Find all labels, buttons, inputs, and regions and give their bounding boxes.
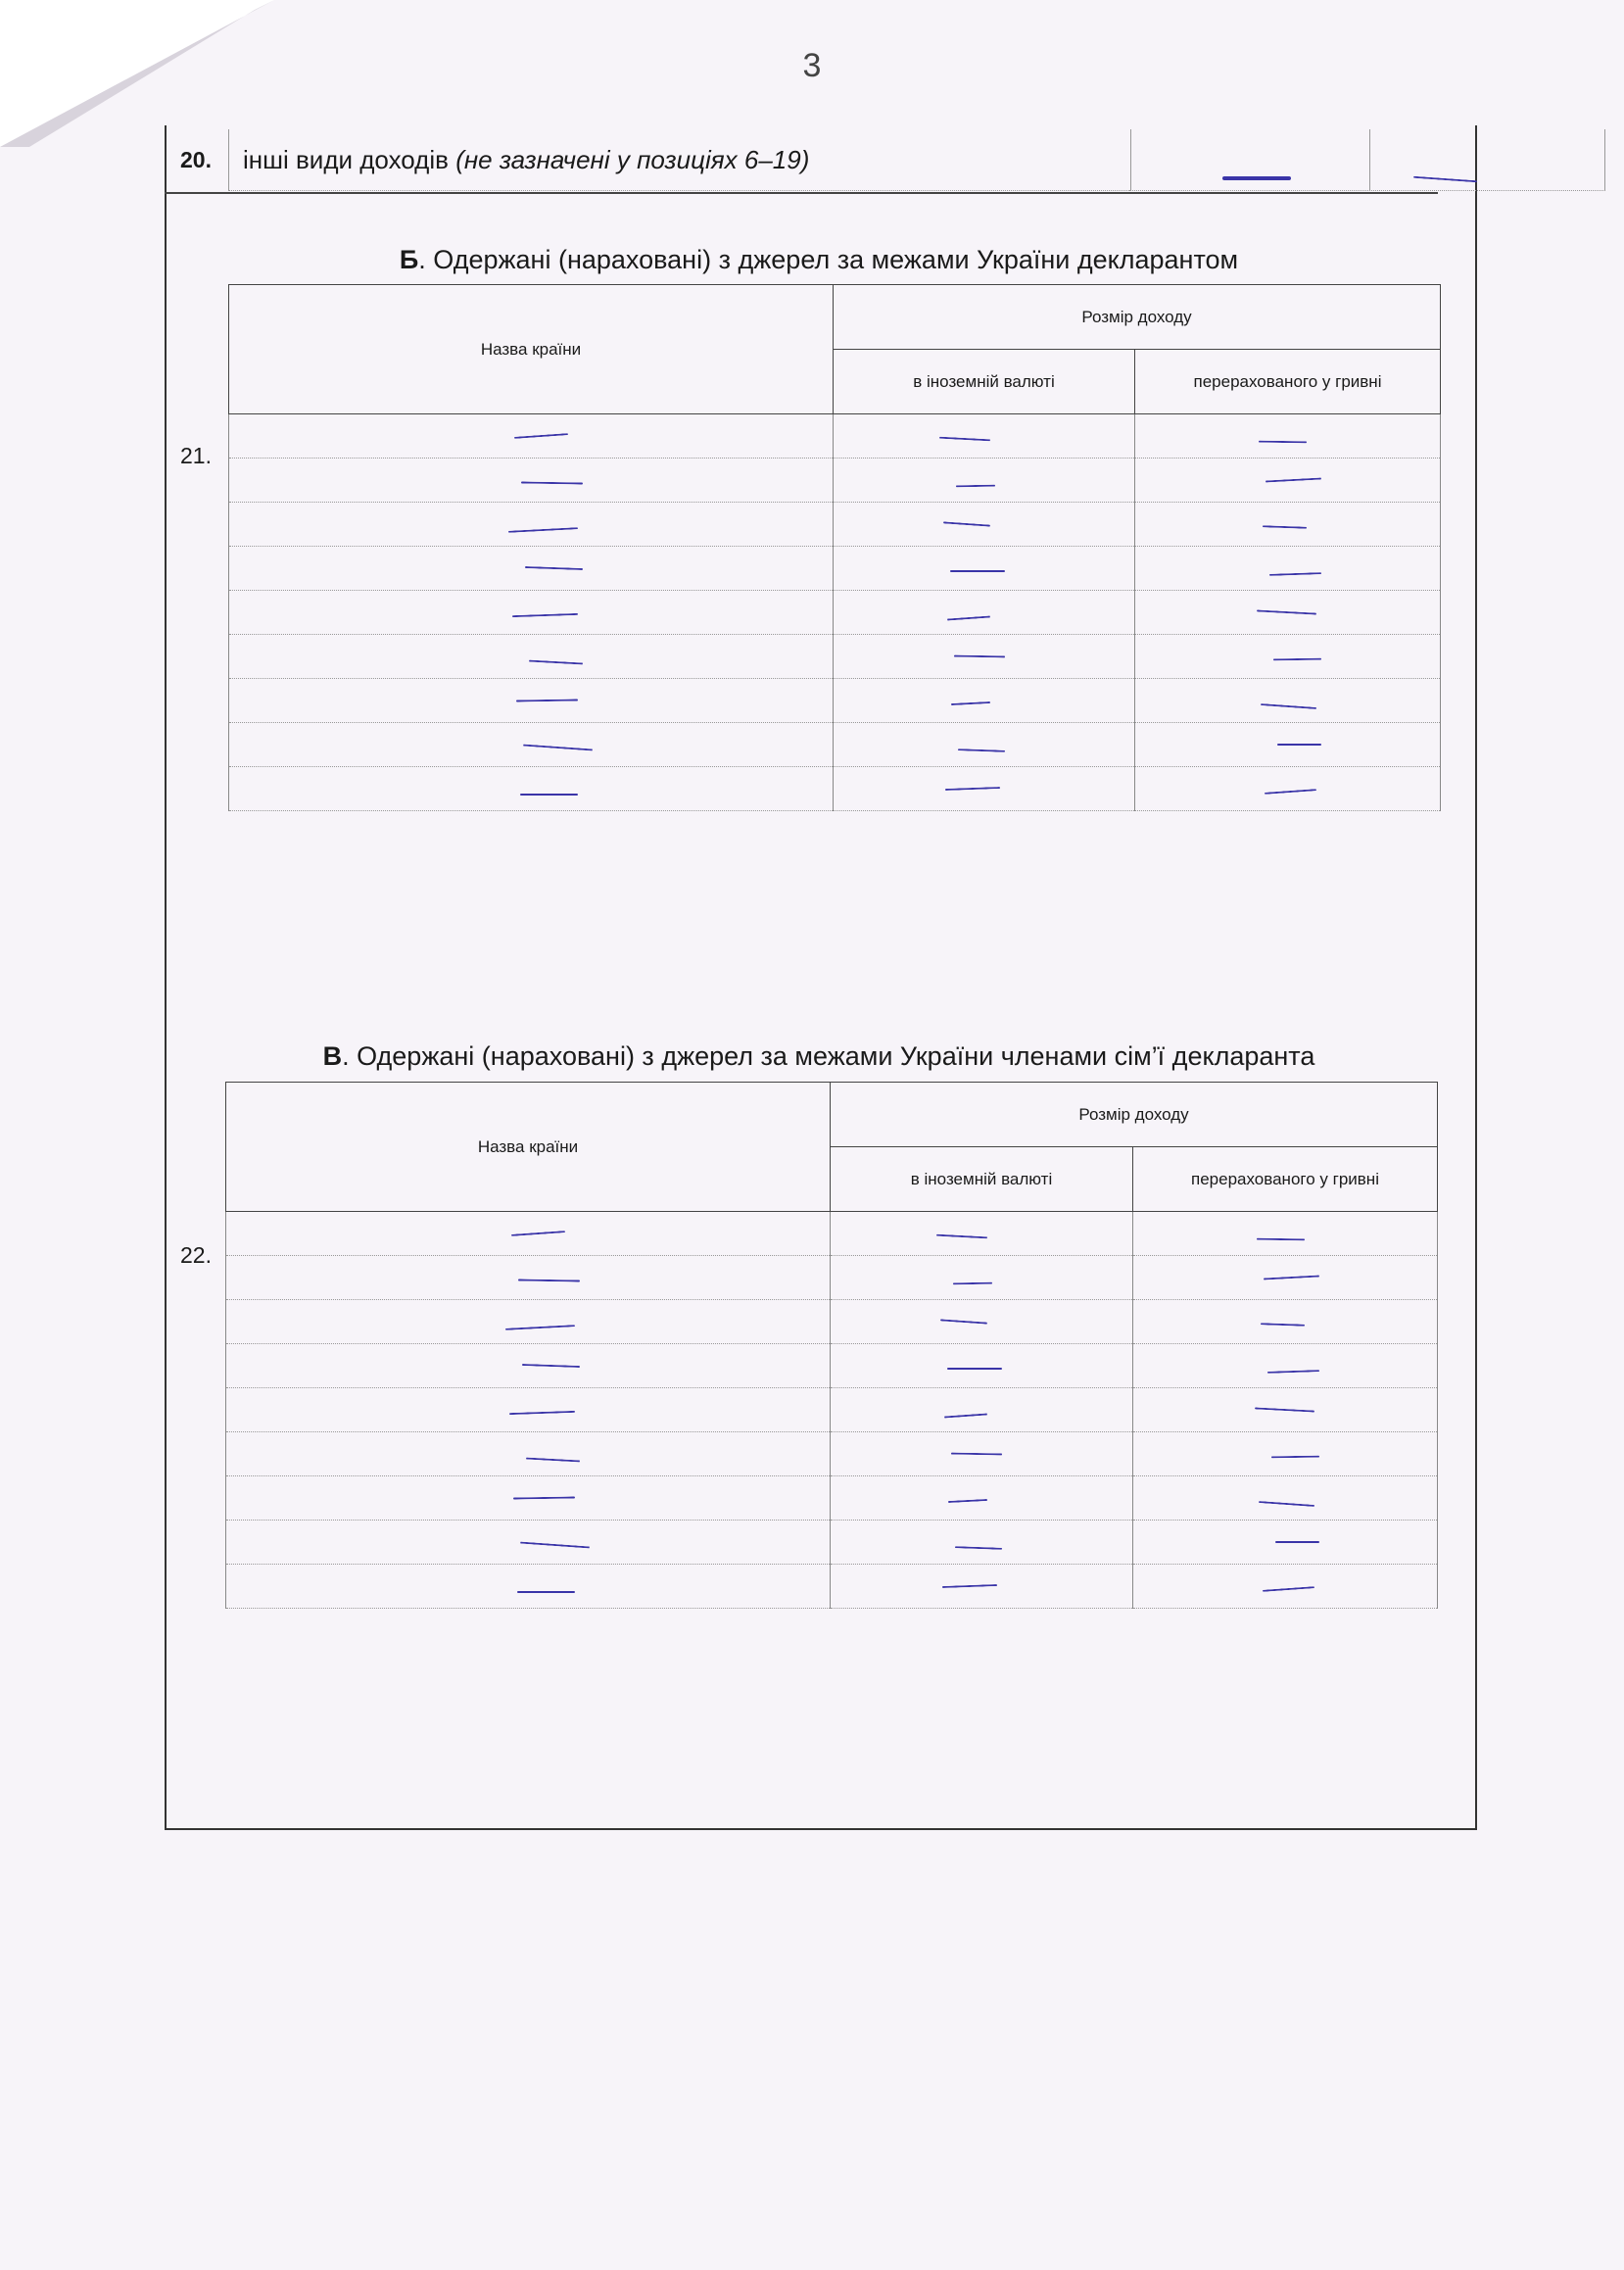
cell-uah[interactable] [1133,1212,1438,1256]
row-20-value-cell-1[interactable] [1129,129,1370,191]
row-20-label-text: інші види доходів [243,145,449,174]
handwritten-dash [940,1319,987,1324]
handwritten-dash [520,1541,590,1548]
row-20-label [243,145,809,175]
table-row [229,723,1441,767]
handwritten-dash [517,1279,579,1281]
cell-country[interactable] [226,1476,831,1521]
handwritten-dash [944,787,999,791]
cell-uah[interactable] [1135,679,1441,723]
cell-uah[interactable] [1135,591,1441,635]
cell-uah[interactable] [1135,503,1441,547]
handwritten-dash [1260,1323,1304,1327]
handwritten-dash [1258,1501,1314,1507]
cell-country[interactable] [226,1300,831,1344]
cell-country[interactable] [229,414,834,459]
handwritten-dash [513,433,567,439]
cell-foreign-currency[interactable] [834,503,1135,547]
handwritten-dash [1263,1275,1318,1280]
handwritten-dash [515,699,577,701]
handwritten-dash [950,570,1005,572]
section-v-title [165,1041,1473,1072]
cell-uah[interactable] [1133,1388,1438,1432]
handwritten-dash [1266,1370,1318,1374]
cell-foreign-currency[interactable] [834,414,1135,459]
handwritten-dash [936,1233,987,1238]
cell-foreign-currency[interactable] [831,1212,1133,1256]
section-b-title [165,245,1473,275]
cell-country[interactable] [229,591,834,635]
handwritten-dash [1259,440,1307,443]
table-row [226,1256,1438,1300]
cell-country[interactable] [229,723,834,767]
cell-country[interactable] [229,679,834,723]
handwritten-dash [957,749,1004,752]
table-row [229,503,1441,547]
cell-foreign-currency[interactable] [831,1388,1133,1432]
handwritten-dash [520,794,578,796]
handwritten-dash [1273,657,1321,660]
cell-uah[interactable] [1133,1476,1438,1521]
handwritten-dash [1254,1407,1314,1412]
handwritten-dash [938,436,989,441]
cell-foreign-currency[interactable] [831,1256,1133,1300]
cell-foreign-currency[interactable] [831,1344,1133,1388]
handwritten-dash [1269,572,1321,576]
handwritten-dash [1261,703,1316,709]
header-income: Розмір доходу [831,1083,1438,1147]
cell-country[interactable] [226,1565,831,1609]
cell-foreign-currency[interactable] [831,1432,1133,1476]
table-row [229,767,1441,811]
section-v-letter: В [322,1041,343,1071]
cell-uah[interactable] [1135,635,1441,679]
cell-country[interactable] [229,547,834,591]
cell-uah[interactable] [1133,1300,1438,1344]
handwritten-dash [1266,477,1321,482]
cell-foreign-currency[interactable] [834,547,1135,591]
handwritten-dash [953,1281,992,1284]
row-20-number: 20. [180,147,212,172]
header-uah: перерахованого у гривні [1133,1147,1438,1212]
cell-foreign-currency[interactable] [834,459,1135,503]
header-income: Розмір доходу [834,285,1441,350]
cell-country[interactable] [229,503,834,547]
header-country: Назва країни [226,1083,831,1212]
cell-uah[interactable] [1135,547,1441,591]
handwritten-dash [1275,1541,1319,1543]
handwritten-dash [508,1410,574,1414]
cell-foreign-currency[interactable] [831,1521,1133,1565]
cell-country[interactable] [226,1432,831,1476]
handwritten-dash [524,565,582,569]
cell-uah[interactable] [1133,1256,1438,1300]
row-20-label-cell [228,129,1131,191]
table-row [226,1565,1438,1609]
cell-foreign-currency[interactable] [831,1476,1133,1521]
cell-uah[interactable] [1135,459,1441,503]
cell-uah[interactable] [1133,1432,1438,1476]
cell-country[interactable] [226,1521,831,1565]
table-row [229,459,1441,503]
cell-foreign-currency[interactable] [834,767,1135,811]
handwritten-dash [507,527,577,533]
handwritten-dash [1262,1586,1314,1592]
section-b-letter: Б [399,245,419,274]
table-row [229,414,1441,459]
handwritten-dash [1263,525,1307,529]
header-foreign-currency: в іноземній валюті [831,1147,1133,1212]
handwritten-dash [1257,609,1316,614]
cell-foreign-currency[interactable] [834,591,1135,635]
table-row [229,679,1441,723]
cell-country[interactable] [226,1344,831,1388]
table-row [226,1212,1438,1256]
handwritten-dash [946,615,989,620]
table-row [226,1388,1438,1432]
handwritten-dash [521,1363,579,1367]
cell-foreign-currency[interactable] [834,635,1135,679]
cell-uah[interactable] [1135,414,1441,459]
cell-country[interactable] [226,1388,831,1432]
handwritten-dash [951,1452,1002,1455]
cell-uah[interactable] [1135,767,1441,811]
page-number: 3 [802,47,822,84]
handwritten-dash [517,1591,575,1593]
handwritten-dash [948,1498,987,1502]
cell-country[interactable] [229,635,834,679]
cell-foreign-currency[interactable] [834,723,1135,767]
handwritten-dash [504,1325,574,1330]
table-row [226,1521,1438,1565]
header-country: Назва країни [229,285,834,414]
row-22-number: 22. [180,1242,212,1268]
handwritten-dash [944,1413,987,1418]
handwritten-dash [955,484,994,487]
handwritten-dash [523,744,593,750]
row-21-number: 21. [180,443,212,468]
handwritten-dash [511,612,577,616]
handwritten-dash [942,1584,997,1588]
handwritten-dash [1222,176,1291,180]
section-v-title-text: . Одержані (нараховані) з джерел за межами України членами сім’ї декларанта [342,1041,1315,1071]
section-v-table [225,1082,1438,1609]
handwritten-dash [1277,744,1321,746]
header-foreign-currency: в іноземній валюті [834,350,1135,414]
handwritten-dash [953,654,1004,657]
handwritten-dash [1265,789,1316,795]
cell-country[interactable] [226,1256,831,1300]
handwritten-dash [1270,1455,1318,1458]
section-b-title-text: . Одержані (нараховані) з джерел за межами України декларантом [418,245,1239,274]
cell-country[interactable] [229,459,834,503]
handwritten-dash [525,1457,579,1462]
table-row [229,547,1441,591]
row-20-note: (не зазначені у позиціях 6–19) [455,145,810,174]
table-row [229,635,1441,679]
row-20-value-cell-2[interactable] [1369,129,1605,191]
header-uah: перерахованого у гривні [1135,350,1441,414]
handwritten-dash [528,659,582,664]
handwritten-dash [942,521,989,526]
cell-uah[interactable] [1135,723,1441,767]
table-row [226,1476,1438,1521]
table-row [229,591,1441,635]
table-row [226,1344,1438,1388]
cell-uah[interactable] [1133,1344,1438,1388]
handwritten-dash [947,1368,1002,1370]
row-20 [165,129,1438,194]
handwritten-dash [1256,1237,1304,1240]
cell-foreign-currency[interactable] [834,679,1135,723]
cell-foreign-currency[interactable] [831,1300,1133,1344]
handwritten-dash [512,1496,574,1499]
cell-foreign-currency[interactable] [831,1565,1133,1609]
cell-country[interactable] [229,767,834,811]
handwritten-dash [510,1231,564,1236]
cell-country[interactable] [226,1212,831,1256]
handwritten-dash [520,481,582,484]
table-row [226,1432,1438,1476]
cell-uah[interactable] [1133,1565,1438,1609]
section-b-table [228,284,1441,811]
handwritten-dash [950,700,989,704]
handwritten-dash [955,1546,1002,1550]
handwritten-dash [1413,176,1477,183]
cell-uah[interactable] [1133,1521,1438,1565]
table-row [226,1300,1438,1344]
